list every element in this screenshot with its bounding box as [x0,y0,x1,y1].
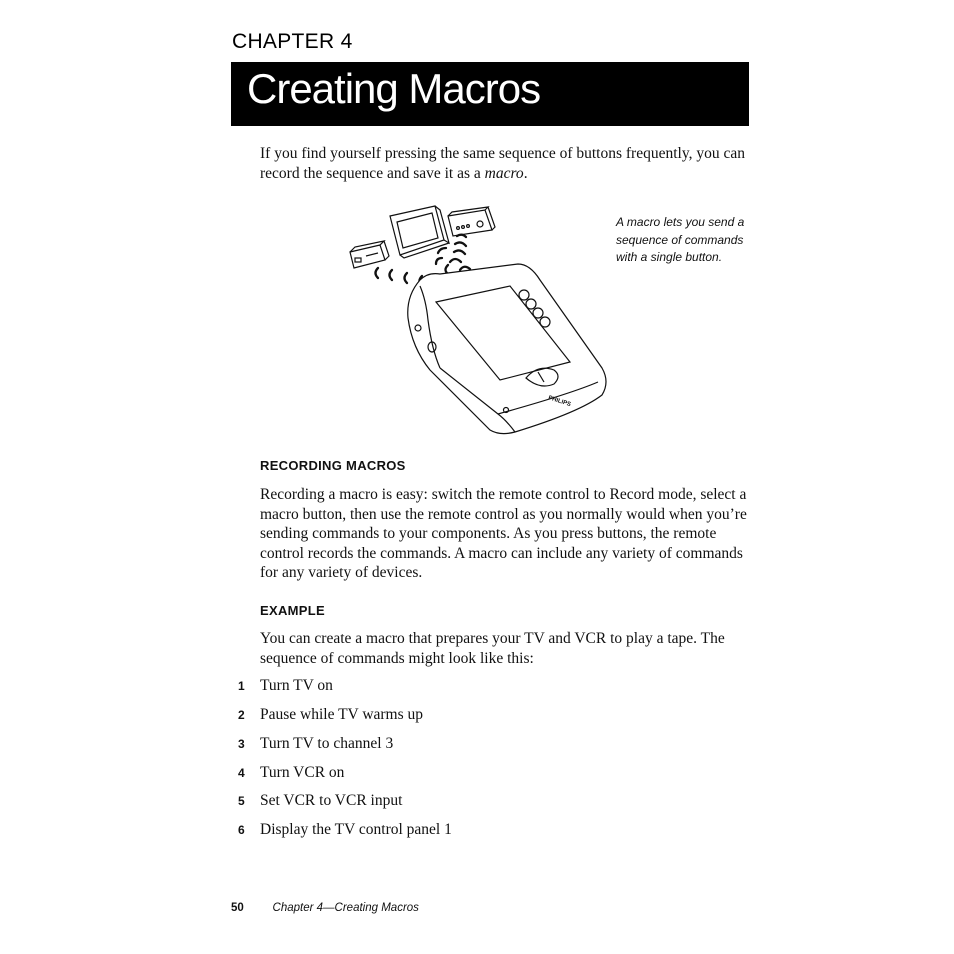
step-text: Pause while TV warms up [260,706,424,723]
figure-caption: A macro lets you send a sequence of commands with a single button. [616,215,745,264]
amplifier-icon [448,207,495,236]
step-text: Turn VCR on [260,764,345,781]
chapter-label: CHAPTER 4 [232,30,353,53]
intro-paragraph [260,144,750,183]
intro-text-end: . [523,164,528,182]
section-heading-example: EXAMPLE [260,603,325,618]
step-number: 5 [238,794,245,808]
intro-text: If you find yourself pressing the same sequence of buttons frequently, you can record the sequence and save it as a [260,145,745,182]
intro-emphasis: macro [484,164,524,182]
step-text: Turn TV on [260,677,333,694]
page-footer [231,902,419,914]
step-text: Set VCR to VCR input [260,792,403,809]
step-number: 3 [238,737,245,751]
step-number: 1 [238,679,245,693]
remote-illustration [340,200,615,440]
remote-body [408,264,606,434]
step-number: 2 [238,708,245,722]
step-number: 6 [238,823,245,837]
brand-label: PHILIPS [547,395,572,409]
step-text: Display the TV control panel 1 [260,821,452,838]
section-heading-recording: RECORDING MACROS [260,458,406,473]
recording-paragraph: Recording a macro is easy: switch the remote control to Record mode, select a macro button, then use the remote control as you normally would when you’re sending commands to your components. As you press buttons, the remote control records the commands. A macro can include any variety of commands for any variety of devices. [260,486,747,581]
step-number: 4 [238,766,245,780]
title-banner [231,62,749,126]
step-text: Turn TV to channel 3 [260,735,394,752]
page-title: Creating Macros [247,65,541,112]
example-paragraph: You can create a macro that prepares your TV and VCR to play a tape. The sequence of commands might look like this: [260,630,725,667]
vcr-icon [350,241,389,268]
page-number: 50 [231,902,244,914]
running-title: Chapter 4—Creating Macros [272,902,419,914]
